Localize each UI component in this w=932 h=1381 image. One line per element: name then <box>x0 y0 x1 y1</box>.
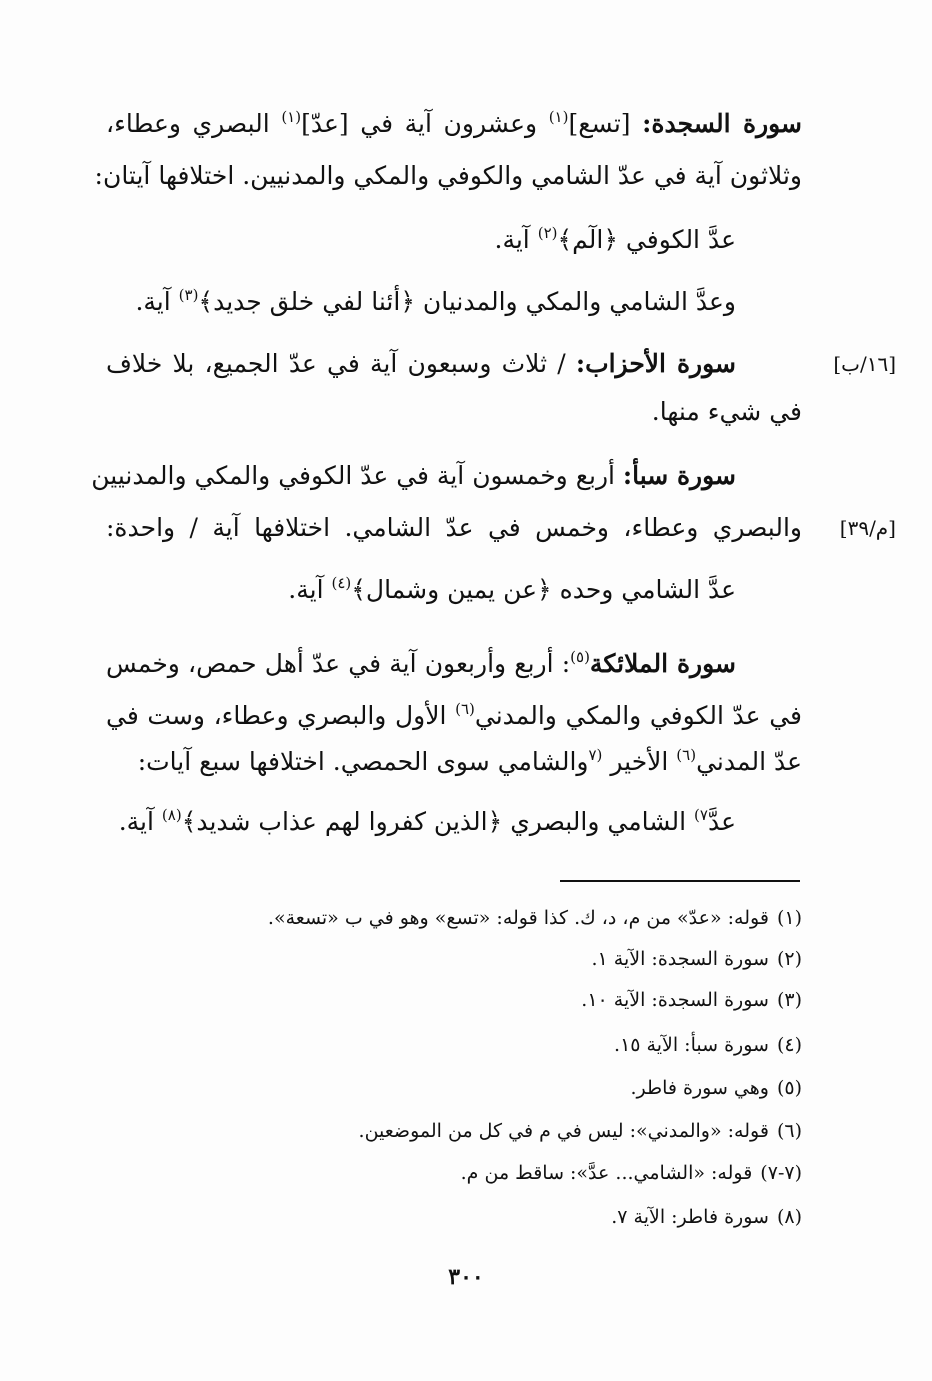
footnote-ref: (٨) <box>161 806 182 824</box>
footnote-ref: (١) <box>548 108 569 126</box>
saba-line-3: عدَّ الشامي وحده ﴿عن يمين وشمال﴾$^{(٤)}$ آية. <box>288 574 736 604</box>
footnote-2: (٢)سورة السجدة: الآية ١. <box>591 948 802 970</box>
footnote-ref: (٦) <box>455 700 475 718</box>
sajda-line-4: وعدَّ الشامي والمكي والمدنيان ﴿أئنا لفي خلق جديد﴾$^{(٣)}$ آية. <box>135 286 736 316</box>
margin-folio-ref: [١٦/ب] <box>833 352 896 376</box>
ahzab-line-2: في شيء منها. <box>651 397 802 426</box>
margin-manuscript-ref: [م/٣٩] <box>839 516 896 540</box>
malaika-heading: سورة الملائكة <box>589 649 736 678</box>
saba-heading: سورة سبأ: <box>622 461 736 490</box>
footnote-ref: (٤) <box>331 574 352 592</box>
footnote-ref: (١) <box>281 108 302 126</box>
malaika-line-2: في عدّ الكوفي والمكي والمدني$^{(٦)}$ الأول والبصري وعطاء، وست في <box>106 700 802 730</box>
footnote-4: (٤)سورة سبأ: الآية ١٥. <box>614 1034 802 1056</box>
page-number: ٣٠٠ <box>448 1264 484 1290</box>
footnote-ref: (٧ <box>588 746 603 764</box>
footnote-7-7: (٧-٧)قوله: «الشامي... عدَّ»: ساقط من م. <box>460 1162 802 1184</box>
footnote-3: (٣)سورة السجدة: الآية ١٠. <box>581 989 802 1011</box>
footnote-ref: ٧) <box>694 806 708 824</box>
footnote-separator <box>560 880 800 882</box>
footnote-ref: (٣) <box>178 286 199 304</box>
malaika-line-1: سورة الملائكة$^{(٥)}$: أربع وأربعون آية في عدّ أهل حمص، وخمس <box>106 648 736 678</box>
footnote-ref: (٦) <box>676 746 697 764</box>
sajda-line-3: عدَّ الكوفي ﴿الٓم﴾$^{(٢)}$ آية. <box>494 224 736 254</box>
footnote-ref: (٥) <box>570 648 590 666</box>
footnote-6: (٦)قوله: «والمدني»: ليس في م في كل من الموضعين. <box>358 1120 802 1142</box>
malaika-line-3: عدّ المدني$^{(٦)}$ الأخير $^{(٧}$والشامي سوى الحمصي. اختلافها سبع آيات: <box>137 746 802 776</box>
ahzab-heading: سورة الأحزاب: <box>575 349 736 378</box>
ahzab-line-1: سورة الأحزاب: / ثلاث وسبعون آية في عدّ الجميع، بلا خلاف <box>106 349 736 378</box>
footnote-5: (٥)وهي سورة فاطر. <box>630 1077 802 1099</box>
footnote-1: (١)قوله: «عدّ» من م، د، ك. كذا قوله: «تسع» وهو في ب «تسعة». <box>267 907 802 929</box>
saba-line-2: والبصري وعطاء، وخمس في عدّ الشامي. اختلافها آية / واحدة: <box>106 513 802 542</box>
saba-line-1: سورة سبأ: أربع وخمسون آية في عدّ الكوفي والمكي والمدنيين <box>91 461 736 490</box>
sajda-line-1: سورة السجدة: [تسع]$^{(١)}$ وعشرون آية في [عدّ]$^{(١)}$ البصري وعطاء، <box>106 108 803 138</box>
sajda-line-2: وثلاثون آية في عدّ الشامي والكوفي والمكي والمدنيين. اختلافها آيتان: <box>94 161 802 190</box>
footnote-8: (٨)سورة فاطر: الآية ٧. <box>611 1206 802 1228</box>
footnote-ref: (٢) <box>537 224 558 242</box>
sajda-heading: سورة السجدة: <box>642 109 803 138</box>
malaika-line-4: عدَّ$^{٧)}$ الشامي والبصري ﴿الذين كفروا لهم عذاب شديد﴾$^{(٨)}$ آية. <box>118 806 736 836</box>
